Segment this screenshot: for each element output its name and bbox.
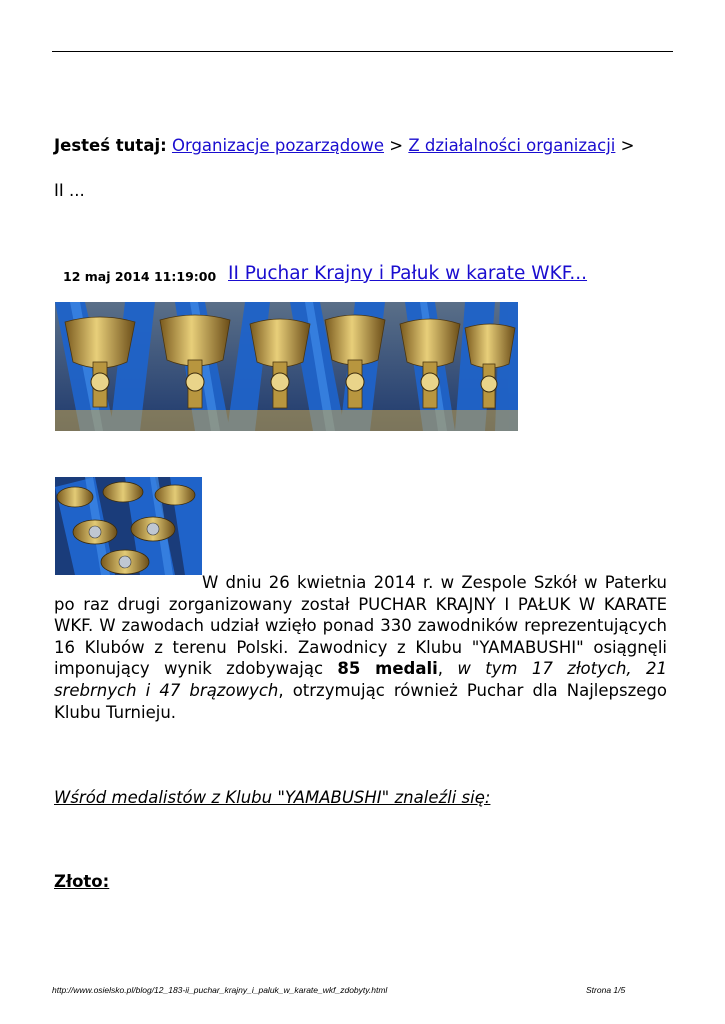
article-comma: , bbox=[437, 659, 444, 679]
breadcrumb-separator: > bbox=[620, 136, 635, 155]
article-body bbox=[54, 572, 667, 723]
article-text: W dniu 26 kwietnia 2014 r. w Zespole Szkół w Paterku po raz drugi zorganizowany został PUCHAR KRAJNY I PAŁUK W KARATE WKF. W zawodach udział wzięło ponad 330 zawodników reprezentujących 16 Klubów z terenu Polski. Zawodnicy z Klubu "YAMABUSHI" osiągnęli imponujący wynik zdobywając bbox=[54, 573, 667, 679]
gold-heading: Złoto: bbox=[54, 872, 110, 891]
trophies-banner-photo bbox=[55, 302, 518, 431]
post-title-link[interactable]: II Puchar Krajny i Pałuk w karate WKF... bbox=[228, 263, 588, 284]
top-divider bbox=[52, 51, 673, 52]
medals-photo bbox=[55, 477, 202, 575]
post-date: 12 maj 2014 11:19:00 bbox=[63, 269, 217, 284]
article-text-end: , otrzymując również Puchar dla Najlepszego Klubu Turnieju. bbox=[54, 680, 667, 722]
article-medal-breakdown: w tym 17 złotych, 21 srebrnych i 47 brązowych bbox=[54, 659, 667, 700]
footer-url: http://www.osielsko.pl/blog/12_183-ii_puchar_krajny_i_paluk_w_karate_wkf_zdobyty.html bbox=[52, 985, 388, 995]
breadcrumb-link-organizacje[interactable]: Organizacje pozarządowe bbox=[171, 136, 385, 155]
article-medal-count: 85 medali bbox=[337, 659, 438, 679]
breadcrumb bbox=[54, 135, 634, 157]
breadcrumb-separator: > bbox=[389, 136, 404, 155]
breadcrumb-current: II ... bbox=[54, 181, 85, 200]
footer-page-number: Strona 1/5 bbox=[586, 985, 626, 995]
breadcrumb-prefix: Jesteś tutaj: bbox=[54, 136, 167, 155]
medalists-heading: Wśród medalistów z Klubu "YAMABUSHI" znaleźli się: bbox=[54, 788, 491, 807]
breadcrumb-link-dzialalnosc[interactable]: Z działalności organizacji bbox=[408, 136, 616, 155]
